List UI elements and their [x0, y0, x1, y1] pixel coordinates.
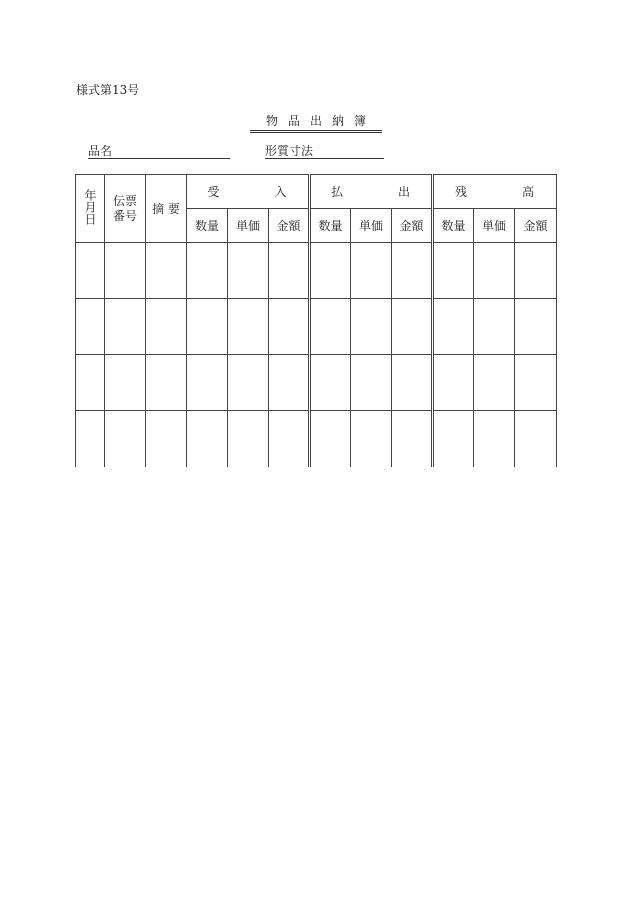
ledger-row: [76, 299, 557, 355]
ledger-cell[interactable]: [146, 243, 187, 299]
ledger-cell[interactable]: [474, 243, 515, 299]
ledger-cell[interactable]: [105, 355, 146, 411]
ledger-cell[interactable]: [310, 243, 351, 299]
ledger-cell[interactable]: [269, 355, 310, 411]
ledger-cell[interactable]: [228, 243, 269, 299]
ledger-cell[interactable]: [105, 299, 146, 355]
slip-number-header: 伝票 番号: [105, 175, 146, 243]
ledger-cell[interactable]: [187, 243, 228, 299]
ledger-cell[interactable]: [515, 355, 557, 411]
ledger-cell[interactable]: [515, 299, 557, 355]
receipt-group-header: 受 入: [187, 175, 310, 209]
shape-size-label: 形質寸法: [265, 144, 314, 158]
item-name-field[interactable]: [88, 144, 230, 159]
ledger-cell[interactable]: [269, 299, 310, 355]
document-title: 物品出納簿: [250, 114, 382, 133]
ledger-cell[interactable]: [515, 243, 557, 299]
shape-size-field[interactable]: [265, 144, 384, 159]
ledger-cell[interactable]: [228, 299, 269, 355]
ledger-cell[interactable]: [351, 243, 392, 299]
ledger-cell[interactable]: [433, 355, 474, 411]
ledger-cell[interactable]: [76, 299, 105, 355]
ledger-body: [76, 243, 557, 467]
ledger-row: [76, 243, 557, 299]
balance-unit-price-header: 単価: [474, 209, 515, 243]
item-name-label: 品名: [88, 144, 113, 158]
ledger-cell[interactable]: [392, 355, 433, 411]
ledger-table: [75, 174, 557, 467]
ledger-cell[interactable]: [310, 411, 351, 467]
ledger-cell[interactable]: [187, 355, 228, 411]
ledger-cell[interactable]: [474, 355, 515, 411]
form-number: 様式第13号: [76, 83, 140, 97]
ledger-cell[interactable]: [474, 299, 515, 355]
receipt-amount-header: 金額: [269, 209, 310, 243]
receipt-quantity-header: 数量: [187, 209, 228, 243]
balance-amount-header: 金額: [515, 209, 557, 243]
ledger-cell[interactable]: [515, 411, 557, 467]
ledger-cell[interactable]: [433, 411, 474, 467]
payment-group-header: 払 出: [310, 175, 433, 209]
ledger-row: [76, 355, 557, 411]
balance-quantity-header: 数量: [433, 209, 474, 243]
ledger-cell[interactable]: [146, 411, 187, 467]
summary-header: 摘 要: [146, 175, 187, 243]
ledger-cell[interactable]: [351, 299, 392, 355]
ledger-cell[interactable]: [392, 243, 433, 299]
ledger-cell[interactable]: [392, 411, 433, 467]
payment-unit-price-header: 単価: [351, 209, 392, 243]
ledger-cell[interactable]: [228, 411, 269, 467]
payment-quantity-header: 数量: [310, 209, 351, 243]
balance-group-header: 残 高: [433, 175, 557, 209]
ledger-cell[interactable]: [146, 355, 187, 411]
ledger-cell[interactable]: [76, 243, 105, 299]
ledger-cell[interactable]: [474, 411, 515, 467]
payment-amount-header: 金額: [392, 209, 433, 243]
ledger-row: [76, 411, 557, 467]
ledger-cell[interactable]: [310, 299, 351, 355]
ledger-cell[interactable]: [228, 355, 269, 411]
ledger-cell[interactable]: [105, 411, 146, 467]
date-header: 年月日: [76, 175, 105, 243]
ledger-cell[interactable]: [433, 299, 474, 355]
ledger-cell[interactable]: [76, 411, 105, 467]
ledger-cell[interactable]: [433, 243, 474, 299]
ledger-cell[interactable]: [105, 243, 146, 299]
ledger-cell[interactable]: [310, 355, 351, 411]
ledger-cell[interactable]: [392, 299, 433, 355]
ledger-cell[interactable]: [351, 355, 392, 411]
ledger-cell[interactable]: [351, 411, 392, 467]
receipt-unit-price-header: 単価: [228, 209, 269, 243]
ledger-cell[interactable]: [146, 299, 187, 355]
ledger-cell[interactable]: [269, 411, 310, 467]
ledger-cell[interactable]: [187, 299, 228, 355]
ledger-cell[interactable]: [269, 243, 310, 299]
ledger-cell[interactable]: [187, 411, 228, 467]
ledger-cell[interactable]: [76, 355, 105, 411]
